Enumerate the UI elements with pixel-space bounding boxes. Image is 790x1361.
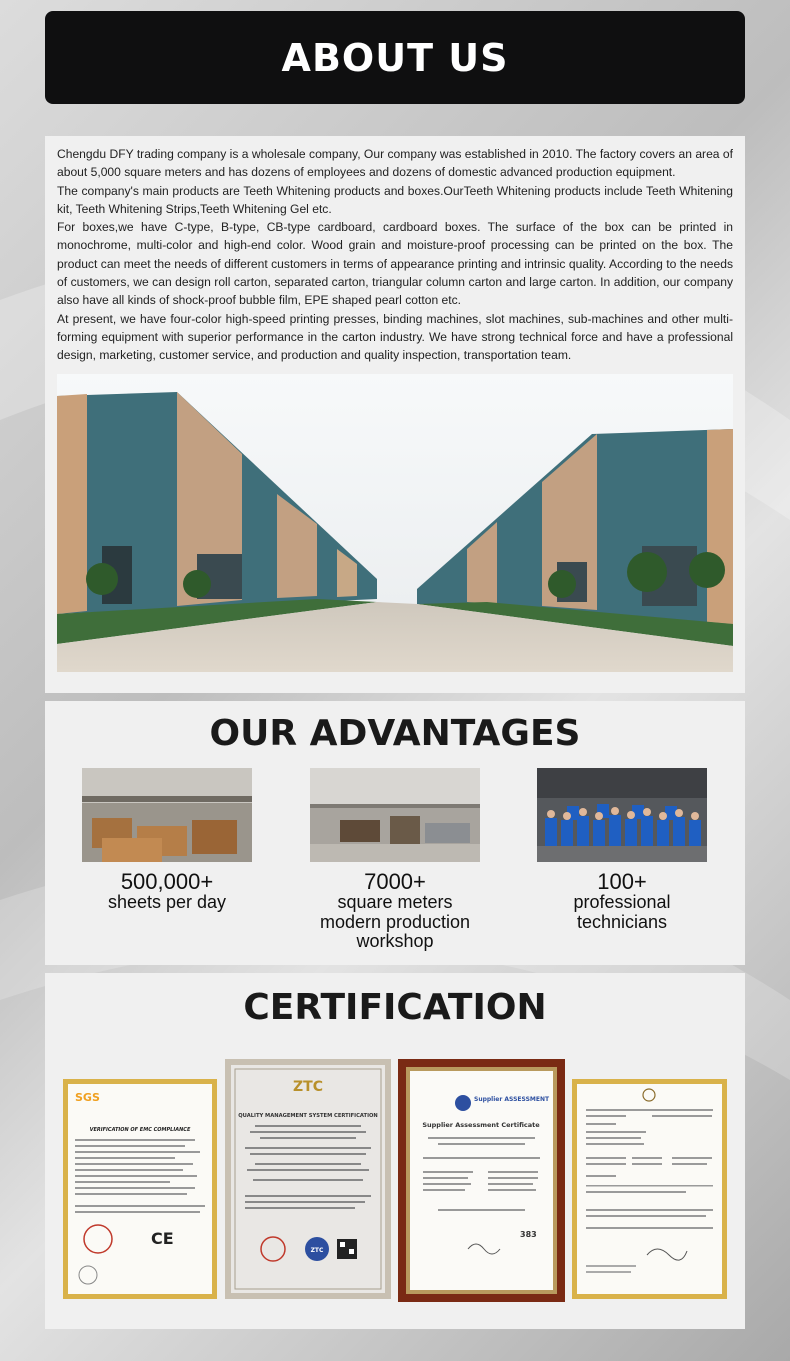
team-photo	[537, 768, 707, 862]
sgs-logo-text: SGS	[75, 1091, 100, 1104]
advantages-title: OUR ADVANTAGES	[209, 713, 581, 754]
advantage-sheets	[82, 768, 252, 913]
ztc-logo-text: ZTC	[293, 1079, 323, 1095]
cert-heading: Supplier Assessment Certificate	[422, 1121, 540, 1129]
about-text	[57, 145, 733, 365]
certification-panel	[45, 973, 745, 1329]
ce-mark: CE	[151, 1229, 174, 1248]
about-paragraph: The company's main products are Teeth Whitening products and boxes.OurTeeth Whitening products include Teeth Whitening kit, Teeth Whitening Strips,Teeth Whitening Gel etc.	[57, 183, 733, 216]
advantage-desc: professional	[573, 892, 671, 912]
advantage-desc: square meters	[337, 892, 453, 912]
advantage-desc: workshop	[356, 931, 434, 951]
advantage-desc: technicians	[576, 911, 668, 932]
certificate-ztc	[225, 1059, 391, 1299]
advantage-workshop	[310, 768, 480, 952]
cert-heading: QUALITY MANAGEMENT SYSTEM CERTIFICATION	[238, 1113, 378, 1119]
advantages-panel	[45, 701, 745, 965]
advantage-number: 500,000+	[120, 869, 214, 894]
advantage-number: 100+	[597, 869, 647, 894]
about-paragraph: At present, we have four-color high-speed printing presses, binding machines, slot machines, sub-machines and other multi-forming equipment with superior performance in the carton industry. We have strong technical force and have a professional design, marketing, customer service, and production and quality inspection, transportation team.	[57, 311, 733, 363]
supplier-logo-text: Supplier ASSESSMENT	[474, 1096, 550, 1103]
workshop-photo	[310, 768, 480, 862]
about-paragraph: For boxes,we have C-type, B-type, CB-type cardboard, cardboard boxes. The surface of the box can be printed in monochrome, multi-color and high-end color. Wood grain and moisture-proof processing can be printed on the box. The product can meet the needs of different customers in terms of appearance printing and intrinsic quality. According to the needs of customers, we can design roll carton, separated carton, triangular column carton and large carton. In addition, our company also have all kinds of shock-proof bubble film, EPE shaped pearl cotton etc.	[57, 220, 733, 308]
certification-title: CERTIFICATION	[243, 987, 547, 1028]
advantage-technicians	[537, 768, 707, 932]
about-us-banner	[45, 11, 745, 104]
factory-photo	[57, 374, 733, 672]
certificate-supplier-assessment	[398, 1059, 565, 1302]
warehouse-photo	[82, 768, 252, 862]
certificate-sgs	[63, 1079, 217, 1299]
advantage-desc: modern production	[319, 911, 471, 932]
cert-heading: VERIFICATION OF EMC COMPLIANCE	[89, 1127, 191, 1133]
advantage-desc: sheets per day	[107, 892, 227, 912]
about-paragraph: Chengdu DFY trading company is a wholesale company, Our company was established in 2010. The factory covers an area of about 5,000 square meters and has dozens of employees and dozens of domestic advanced production equipment.	[57, 147, 733, 180]
ztc-seal-text: ZTC	[310, 1247, 324, 1254]
page-title: ABOUT US	[281, 35, 509, 80]
certificate-test-report	[572, 1079, 727, 1299]
assessment-score: 383	[520, 1230, 537, 1239]
about-panel	[45, 136, 745, 693]
advantage-number: 7000+	[364, 869, 426, 894]
